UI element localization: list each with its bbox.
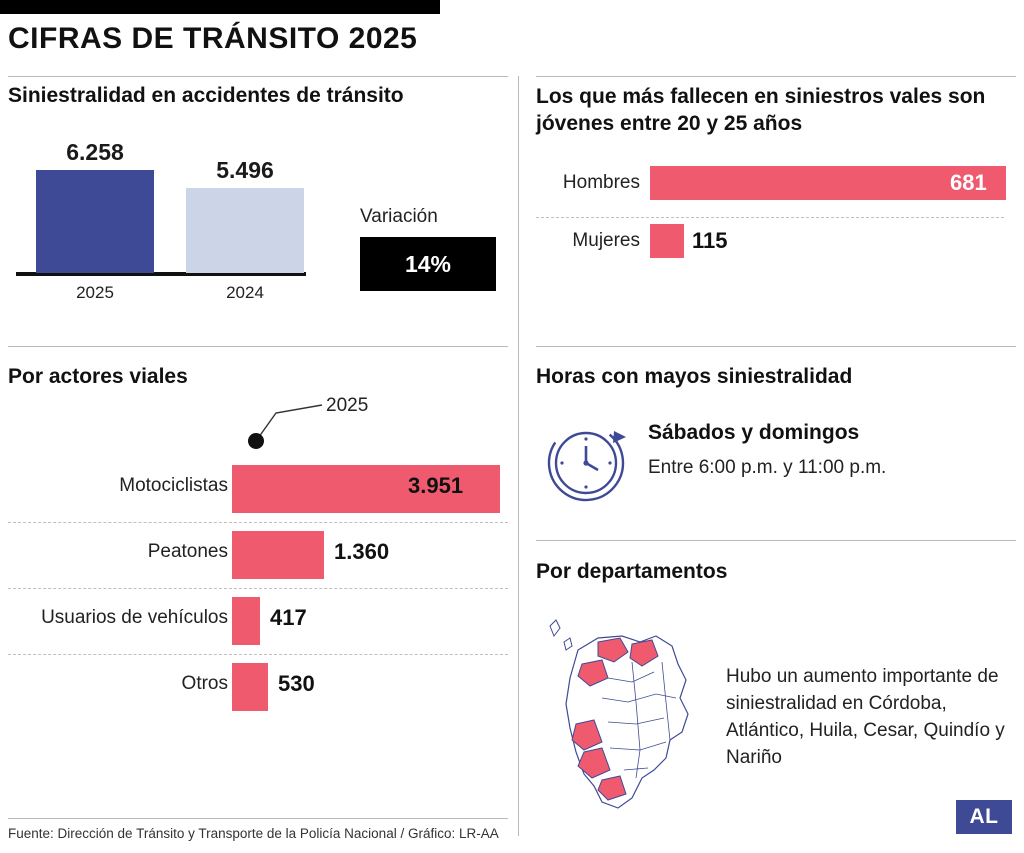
section-title-edades: Los que más fallecen en siniestros vales son jóvenes entre 20 y 25 años: [536, 85, 986, 135]
list-item: [8, 523, 508, 589]
series-callout: [248, 395, 518, 455]
row-label-mujeres: Mujeres: [572, 229, 640, 251]
logo: AL: [956, 800, 1012, 834]
bar-rect-2025: [36, 170, 154, 273]
chart-siniestralidad: [8, 134, 503, 309]
section-title-siniestralidad: Siniestralidad en accidentes de tránsito: [8, 84, 404, 107]
horas-primary-text: Sábados y domingos: [648, 421, 860, 444]
section-siniestralidad: [8, 84, 503, 309]
divider-left-1: [8, 76, 508, 77]
section-title-actores: Por actores viales: [8, 365, 188, 388]
bar-group-2025: [36, 139, 154, 273]
section-horas: [536, 365, 1016, 511]
divider-left-2: [8, 346, 508, 347]
row-value-peatones: 1.360: [334, 539, 390, 564]
section-edades: [536, 84, 1016, 276]
row-bar-peatones: [232, 531, 324, 579]
top-black-bar: [0, 0, 440, 14]
row-label-hombres: Hombres: [562, 171, 640, 193]
bar-rect-2024: [186, 188, 304, 273]
list-item: [8, 589, 508, 655]
row-bar-otros: [232, 663, 268, 711]
chart-edades: [536, 160, 1016, 276]
clock-icon: [542, 417, 630, 510]
list-item: [536, 160, 1016, 218]
list-item: [8, 457, 508, 523]
bar-label-2025: 2025: [76, 283, 114, 302]
section-title-departamentos: Por departamentos: [536, 560, 728, 583]
variation-label: Variación: [360, 206, 438, 227]
source-note: Fuente: Dirección de Tránsito y Transporte de la Policía Nacional / Gráfico: LR-AA: [8, 826, 499, 841]
row-bar-usuarios: [232, 597, 260, 645]
row-value-usuarios: 417: [270, 605, 307, 630]
divider-right-3: [536, 540, 1016, 541]
colombia-map: [536, 602, 716, 832]
section-actores-viales: [8, 365, 508, 696]
callout-leader-line: [248, 395, 348, 455]
row-value-mujeres: 115: [692, 227, 728, 253]
divider-right-1: [536, 76, 1016, 77]
divider-footer: [8, 818, 508, 819]
row-value-hombres: 681: [950, 169, 987, 195]
list-item: [536, 218, 1016, 276]
row-value-otros: 530: [278, 671, 315, 696]
section-title-horas: Horas con mayos siniestralidad: [536, 365, 853, 388]
callout-dot: [248, 433, 264, 449]
series-callout-label: 2025: [326, 395, 369, 416]
row-bar-mujeres: [650, 224, 684, 258]
column-divider: [518, 76, 519, 836]
row-label-usuarios: Usuarios de vehículos: [41, 607, 228, 628]
bar-value-2024: 5.496: [216, 157, 274, 183]
row-label-peatones: Peatones: [147, 541, 228, 562]
departamentos-description: Hubo un aumento importante de siniestralidad en Córdoba, Atlántico, Huila, Cesar, Quindío y Nariño: [726, 666, 1005, 768]
divider-right-2: [536, 346, 1016, 347]
row-label-motociclistas: Motociclistas: [119, 475, 228, 496]
chart-actores-viales: [8, 457, 508, 721]
section-departamentos: [536, 560, 1016, 832]
bar-group-2024: [186, 157, 304, 273]
page-title: CIFRAS DE TRÁNSITO 2025: [8, 22, 418, 55]
list-item: [8, 655, 508, 721]
row-label-otros: Otros: [181, 673, 228, 694]
row-value-motociclistas: 3.951: [408, 473, 464, 498]
bar-label-2024: 2024: [226, 283, 264, 302]
bar-value-2025: 6.258: [66, 139, 124, 165]
variation-value-badge: 14%: [360, 237, 496, 291]
horas-secondary-text: Entre 6:00 p.m. y 11:00 p.m.: [648, 457, 887, 478]
